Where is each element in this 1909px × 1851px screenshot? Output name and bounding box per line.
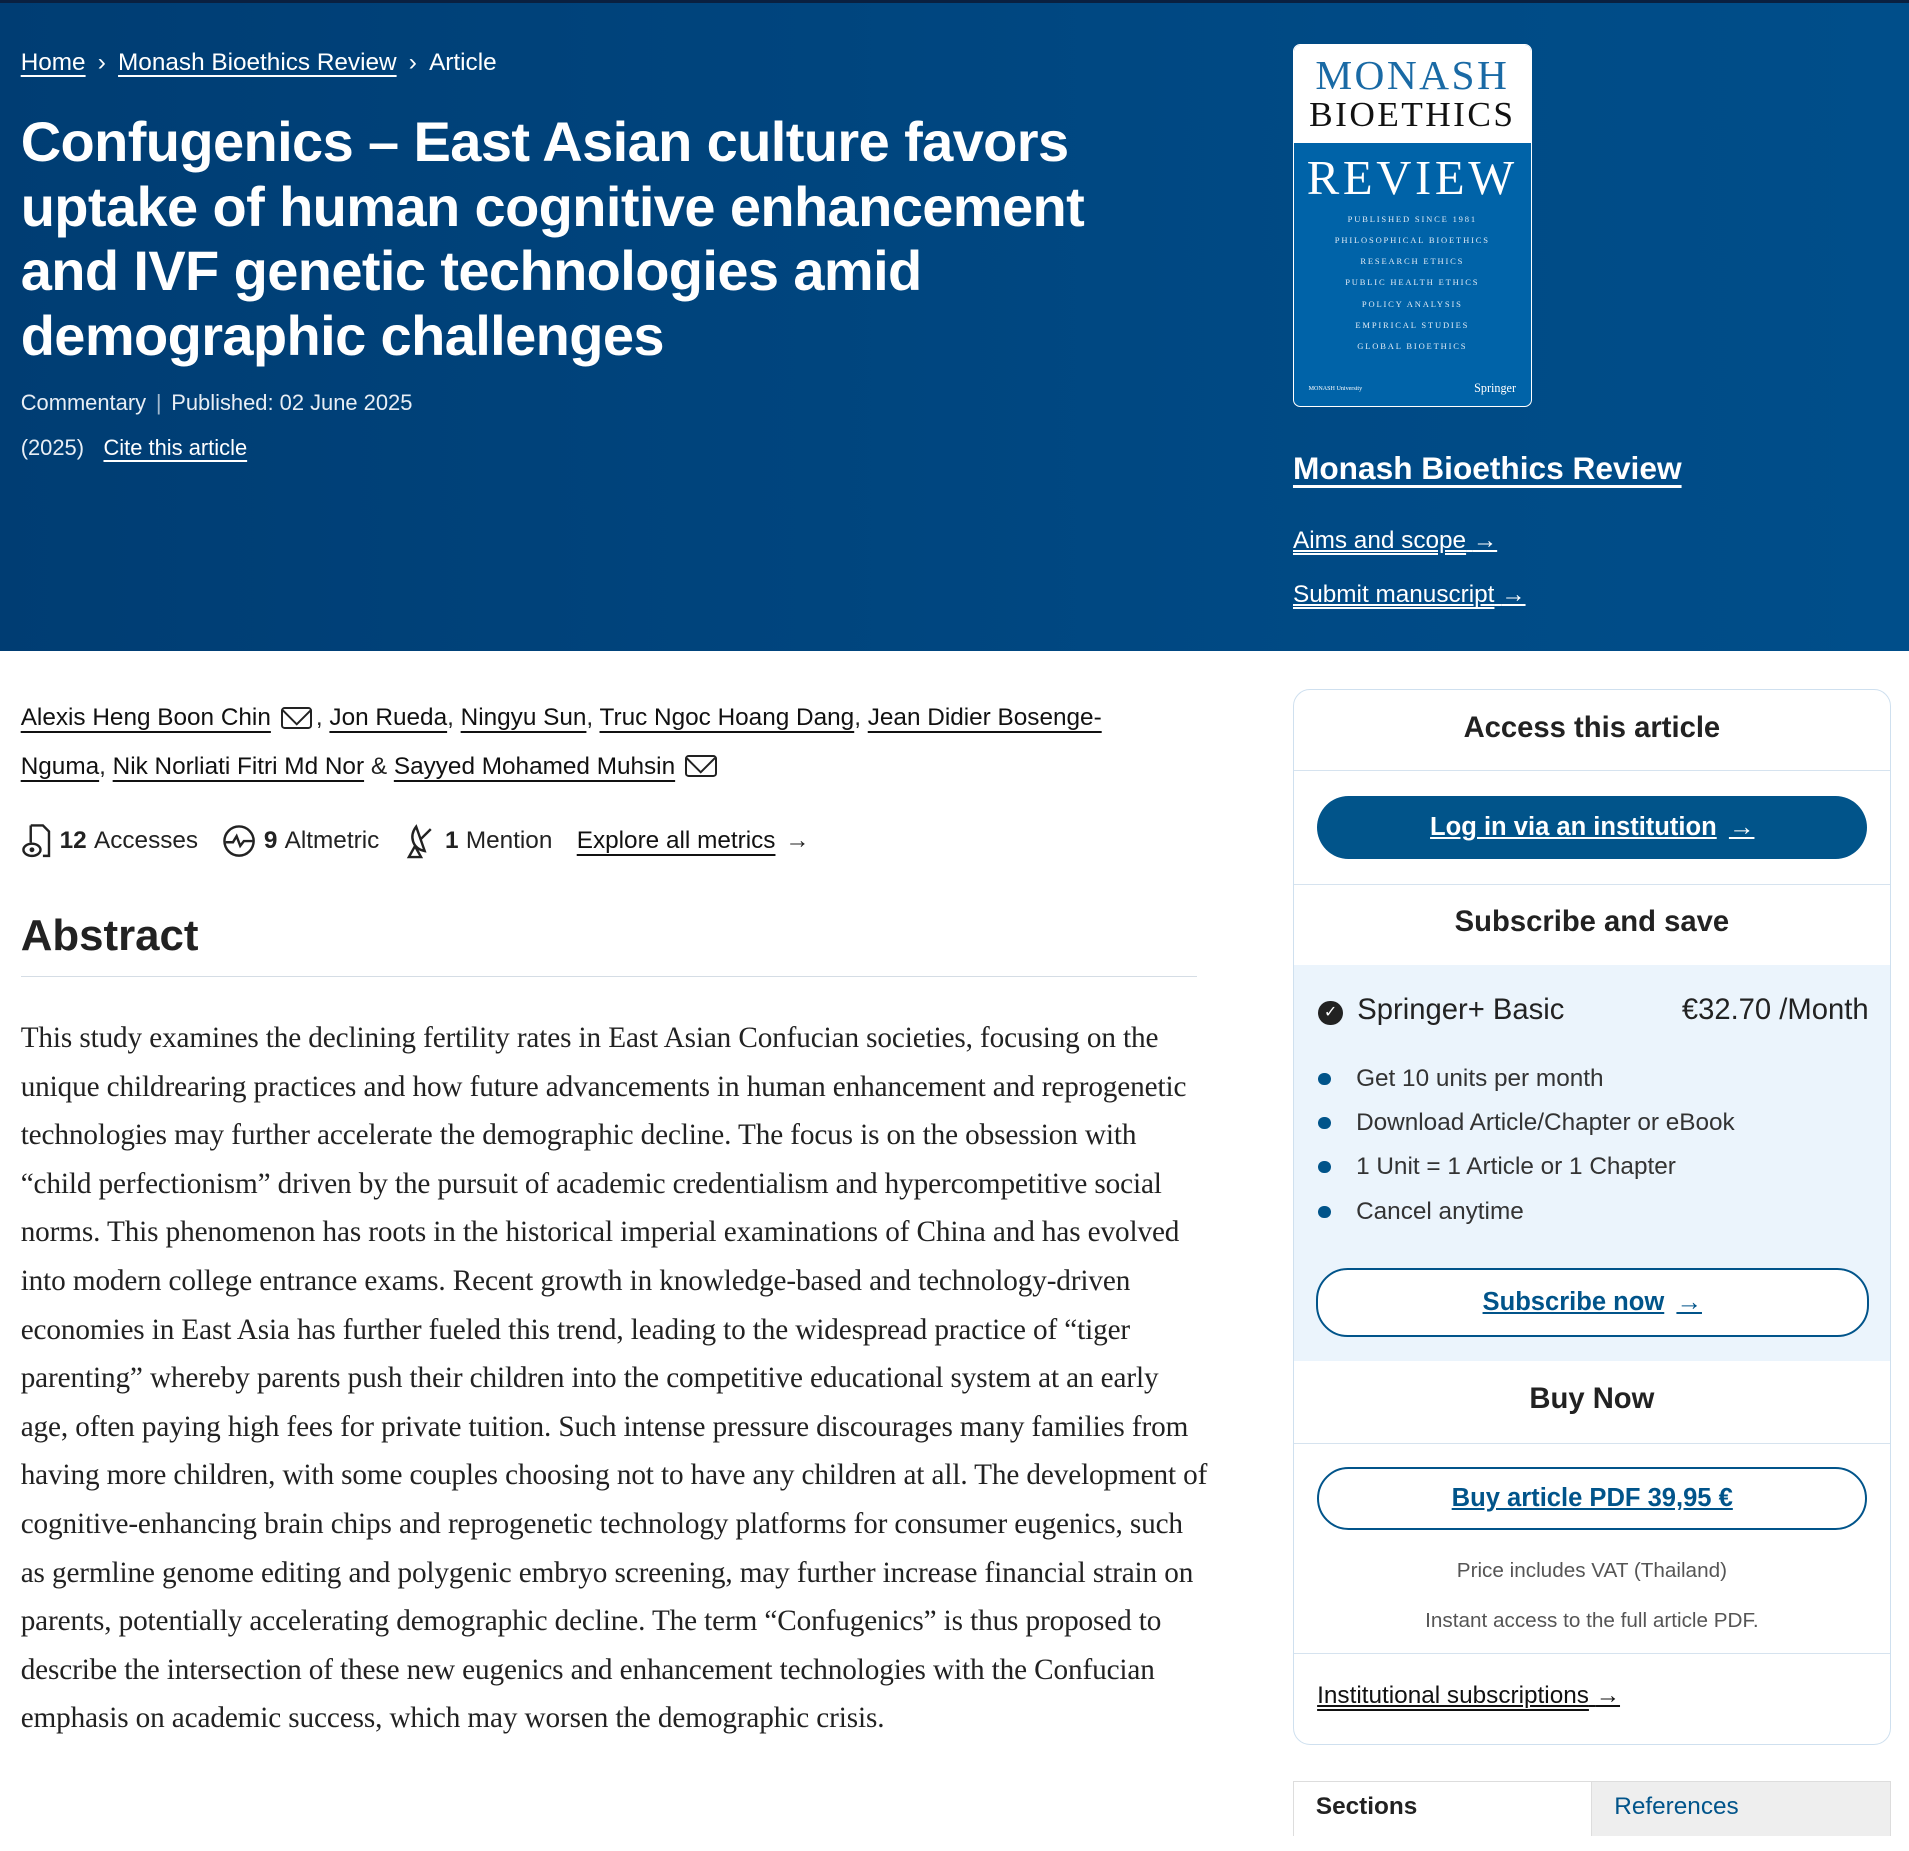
article-year: (2025)	[20, 435, 85, 461]
separator: ,	[99, 752, 106, 780]
cite-article-link[interactable]: Cite this article	[103, 435, 248, 461]
breadcrumb	[21, 49, 497, 77]
feature-text: Get 10 units per month	[1356, 1065, 1604, 1093]
journal-link[interactable]: Monash Bioethics Review	[1292, 449, 1682, 486]
arrow-right-icon: →	[1595, 1682, 1621, 1710]
aims-label: Aims and scope	[1292, 526, 1467, 554]
author-list	[21, 694, 1141, 791]
feature-text: 1 Unit = 1 Article or 1 Chapter	[1356, 1152, 1676, 1180]
author-link[interactable]: Jean Didier Bosenge-Nguma	[20, 703, 1102, 780]
vat-note: Price includes VAT (Thailand)	[1456, 1559, 1727, 1583]
cover-topic: RESEARCH ETHICS	[1360, 256, 1465, 267]
tab-sections[interactable]: Sections	[1294, 1782, 1591, 1836]
plan-price: €32.70 /Month	[1681, 994, 1869, 1027]
altmetric-icon	[222, 824, 256, 858]
instant-access-note: Instant access to the full article PDF.	[1425, 1609, 1759, 1633]
cover-since: PUBLISHED SINCE 1981	[1347, 213, 1477, 224]
arrow-right-icon: →	[1728, 813, 1755, 842]
springer-logo: Springer	[1474, 381, 1516, 396]
arrow-right-icon: →	[1501, 581, 1526, 609]
plan-name: Springer+ Basic	[1357, 994, 1565, 1027]
breadcrumb-journal[interactable]: Monash Bioethics Review	[118, 49, 397, 77]
email-icon[interactable]	[281, 707, 313, 729]
cover-line2: BIOETHICS	[1309, 94, 1516, 134]
divider	[1294, 884, 1890, 885]
cover-topic: GLOBAL BIOETHICS	[1357, 341, 1468, 352]
article-meta-2	[21, 435, 247, 461]
login-label: Log in via an institution	[1430, 813, 1717, 842]
email-icon[interactable]	[685, 755, 717, 777]
breadcrumb-current: Article	[429, 49, 497, 77]
explore-label: Explore all metrics	[576, 827, 776, 855]
arrow-right-icon: →	[1676, 1287, 1702, 1316]
buy-article-button[interactable]: Buy article PDF 39,95 €	[1317, 1467, 1867, 1530]
buy-now-heading: Buy Now	[1529, 1382, 1655, 1415]
author-link[interactable]: Truc Ngoc Hoang Dang	[599, 703, 855, 731]
bullet-icon	[1318, 1073, 1330, 1085]
mention-metric	[404, 823, 553, 860]
divider	[21, 976, 1197, 977]
bullet-icon	[1318, 1206, 1330, 1218]
subscribe-now-button[interactable]	[1316, 1268, 1869, 1336]
breadcrumb-home[interactable]: Home	[20, 49, 86, 77]
article-header	[0, 0, 1909, 651]
sidebar-tabs	[1293, 1781, 1891, 1836]
separator: ,	[854, 703, 861, 731]
bullet-icon	[1318, 1117, 1330, 1129]
arrow-right-icon: →	[1472, 526, 1498, 554]
cover-line3: REVIEW	[1306, 150, 1518, 205]
abstract-text: This study examines the declining fertility rates in East Asian Confucian societies, focusing on the unique childrearing practices and how future advancements in human enhancement and reprogenetic technologies may further accelerate the demographic decline. The focus is on the obsession with “child perfectionism” driven by the pursuit of academic credentialism and hypercompetitive social norms. This phenomenon has roots in the historical imperial examinations of China and has evolved into modern college entrance exams. Recent growth in knowledge-based and technology-driven economies in East Asia has further fueled this trend, leading to the widespread practice of “tiger parenting” whereby parents push their children into the competitive educational system at an early age, often paying high fees for private tuition. Such intense pressure discourages many families from having more children, with some couples choosing not to have any children at all. The development of cognitive-enhancing brain chips and reprogenetic technology platforms for consumer eugenics, such as germline genome editing and polygenic embryo screening, may further increase financial strain on parents, potentially accelerating demographic decline. The term “Confugenics” is thus proposed to describe the intersection of these new eugenics and enhancement technologies with the Confucian emphasis on academic success, which may worsen the demographic crisis.	[20, 1022, 1208, 1735]
divider	[1294, 1653, 1890, 1654]
divider: |	[155, 390, 162, 416]
article-title: Confugenics – East Asian culture favors uptake of human cognitive enhancement and IVF genetic technologies amid demographic challenges	[20, 110, 1085, 367]
subscribe-heading: Subscribe and save	[1454, 905, 1730, 938]
mention-label: Mention	[465, 827, 553, 855]
article-type: Commentary	[20, 390, 147, 416]
institutional-label: Institutional subscriptions	[1317, 1682, 1589, 1710]
separator: &	[370, 752, 388, 780]
author-link[interactable]: Sayyed Mohamed Muhsin	[393, 752, 676, 780]
mention-count: 1	[444, 827, 459, 855]
accesses-metric	[21, 823, 198, 860]
published-date: Published: 02 June 2025	[171, 390, 413, 416]
cover-topic: EMPIRICAL STUDIES	[1355, 320, 1470, 331]
accesses-count: 12	[59, 827, 87, 855]
tab-references[interactable]: References	[1591, 1782, 1889, 1836]
monash-logo: MONASH University	[1308, 385, 1363, 392]
subscribe-label: Subscribe now	[1482, 1287, 1665, 1316]
separator: ,	[586, 703, 594, 731]
check-circle-icon: ✓	[1318, 1001, 1342, 1025]
author-link[interactable]: Nik Norliati Fitri Md Nor	[112, 752, 365, 780]
feature-text: Download Article/Chapter or eBook	[1356, 1108, 1735, 1136]
metrics-bar	[21, 823, 810, 860]
bullet-icon	[1318, 1161, 1330, 1173]
altmetric-label: Altmetric	[284, 827, 380, 855]
article-meta	[21, 390, 413, 416]
author-link[interactable]: Jon Rueda	[329, 703, 448, 731]
subscription-plan	[1294, 965, 1890, 1361]
institutional-subscriptions-link[interactable]	[1317, 1682, 1620, 1710]
accesses-label: Accesses	[93, 827, 199, 855]
abstract-heading: Abstract	[20, 910, 199, 960]
separator: ,	[315, 703, 323, 731]
divider	[1294, 1443, 1890, 1444]
login-institution-button[interactable]	[1317, 796, 1867, 859]
plan-feature	[1318, 1109, 1734, 1137]
arrow-right-icon: →	[785, 827, 810, 855]
chevron-right-icon: ›	[408, 49, 417, 77]
separator: ,	[447, 703, 454, 731]
plan-feature	[1318, 1198, 1523, 1226]
plan-feature	[1318, 1065, 1603, 1093]
cover-line1: MONASH	[1315, 52, 1510, 99]
cover-topic: PHILOSOPHICAL BIOETHICS	[1334, 234, 1490, 245]
aims-scope-link[interactable]	[1293, 527, 1497, 555]
cover-topic: POLICY ANALYSIS	[1361, 298, 1463, 309]
author-link[interactable]: Ningyu Sun	[460, 703, 587, 731]
explore-metrics-link[interactable]	[577, 827, 776, 855]
access-panel	[1293, 689, 1891, 1745]
satellite-dish-icon	[404, 823, 438, 860]
submit-label: Submit manuscript	[1292, 581, 1495, 609]
chevron-right-icon: ›	[97, 49, 106, 77]
feature-text: Cancel anytime	[1356, 1197, 1524, 1225]
document-view-icon	[21, 823, 53, 860]
altmetric-count: 9	[263, 827, 278, 855]
submit-manuscript-link[interactable]	[1293, 581, 1526, 609]
cover-topic: PUBLIC HEALTH ETHICS	[1345, 277, 1480, 288]
altmetric-metric	[222, 824, 379, 858]
plan-feature	[1318, 1153, 1676, 1181]
access-heading: Access this article	[1463, 712, 1721, 744]
author-link[interactable]: Alexis Heng Boon Chin	[20, 703, 271, 731]
journal-cover[interactable]	[1293, 44, 1532, 407]
divider	[1294, 770, 1890, 771]
